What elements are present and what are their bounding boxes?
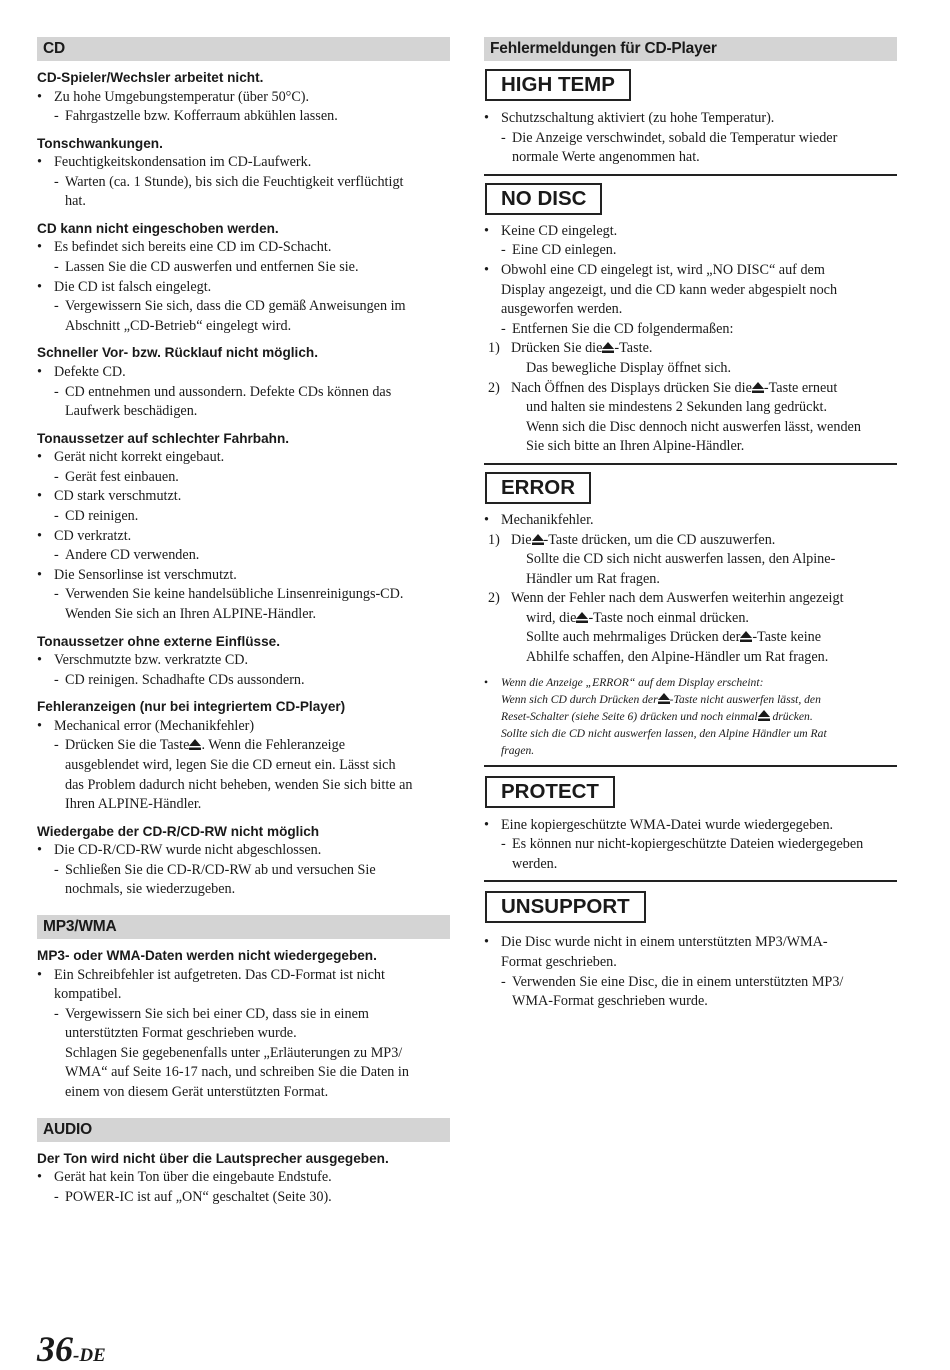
remedy-item — [37, 861, 450, 881]
bullet-item — [37, 448, 450, 468]
remedy-continuation — [37, 605, 450, 625]
remedy-continuation — [37, 880, 450, 900]
eject-icon — [576, 612, 588, 623]
step-number: 2) — [488, 590, 500, 607]
bullet-item — [37, 527, 450, 547]
bullet-text: Eine kopiergeschützte WMA-Datei wurde wiedergegeben. — [501, 816, 834, 833]
remedy-text: Fahrgastzelle bzw. Kofferraum abkühlen lassen. — [65, 108, 338, 125]
remedy-continuation — [37, 402, 450, 422]
bullet-item — [484, 511, 897, 531]
eject-icon — [658, 693, 670, 704]
error-list — [484, 511, 897, 668]
note-text: Wenn die Anzeige „ERROR“ auf dem Display erscheint: — [501, 675, 764, 689]
step-continuation — [484, 437, 897, 457]
remedy-text: Vergewissern Sie sich, dass die CD gemäß Anweisungen im — [65, 298, 406, 315]
remedy-continuation — [37, 1024, 450, 1044]
bullet-item — [37, 238, 450, 258]
problem-heading: CD kann nicht eingeschoben werden. — [37, 220, 279, 236]
remedy-text: Es können nur nicht-kopiergeschützte Dateien wiedergegeben — [512, 836, 864, 853]
left-column — [37, 37, 450, 1207]
eject-icon — [602, 342, 614, 353]
message-protect — [484, 776, 897, 883]
message-label-error: ERROR — [485, 472, 591, 504]
eject-icon — [532, 534, 544, 545]
step-number: 2) — [488, 379, 500, 396]
right-column — [484, 37, 897, 1012]
eject-icon — [740, 631, 752, 642]
bullet-item — [37, 651, 450, 671]
bullet-item — [484, 816, 897, 836]
numbered-step — [484, 531, 897, 551]
remedy-continuation — [37, 756, 450, 776]
section-title-error-messages: Fehlermeldungen für CD-Player — [484, 37, 897, 61]
continuation-text: Schlagen Sie gegebenenfalls unter „Erläuterungen zu MP3/ — [65, 1044, 403, 1061]
remedy-item — [37, 671, 450, 691]
text-after-icon: -Taste erneut — [763, 379, 838, 396]
step-continuation — [484, 359, 897, 379]
bullet-text: Mechanical error (Mechanikfehler) — [54, 717, 255, 734]
bullet-item — [37, 363, 450, 383]
continuation-text: nochmals, sie wiederzugeben. — [65, 881, 236, 898]
bullet-text: Defekte CD. — [54, 363, 126, 380]
remedy-text: Eine CD einlegen. — [512, 242, 617, 259]
remedy-continuation — [37, 1044, 450, 1064]
remedy-item — [37, 383, 450, 403]
remedy-item — [37, 546, 450, 566]
step-continuation — [484, 609, 897, 629]
continuation-text: Sie sich bitte an Ihren Alpine-Händler. — [526, 438, 745, 455]
bullet-item — [37, 88, 450, 108]
continuation-text: einem von diesem Gerät unterstützten Format. — [65, 1084, 329, 1101]
section-title-mp3wma: MP3/WMA — [37, 915, 450, 939]
note-line — [501, 674, 897, 691]
section-title-cd: CD — [37, 37, 450, 61]
bullet-item — [484, 261, 897, 281]
text-after-icon: -Taste nicht auswerfen lässt, den — [669, 692, 821, 706]
error-note — [484, 674, 897, 759]
continuation-text: werden. — [512, 855, 558, 872]
problem-heading: Der Ton wird nicht über die Lautsprecher ausgegeben. — [37, 1150, 389, 1166]
remedy-text: CD entnehmen und aussondern. Defekte CDs können das — [65, 383, 392, 400]
problem-heading: Schneller Vor- bzw. Rücklauf nicht möglich. — [37, 345, 318, 361]
problem-heading: Tonaussetzer auf schlechter Fahrbahn. — [37, 430, 290, 446]
continuation-text: unterstützten Format geschrieben wurde. — [65, 1025, 297, 1042]
remedy-item — [37, 258, 450, 278]
continuation-text: Laufwerk beschädigen. — [65, 403, 198, 420]
bullet-text: Keine CD eingelegt. — [501, 222, 618, 239]
bullet-text: Die Sensorlinse ist verschmutzt. — [54, 566, 237, 583]
bullet-text: Gerät nicht korrekt eingebaut. — [54, 449, 225, 466]
remedy-text: Warten (ca. 1 Stunde), bis sich die Feuchtigkeit verflüchtigt — [65, 173, 404, 190]
remedy-continuation — [484, 855, 897, 875]
continuation-text: kompatibel. — [54, 986, 122, 1003]
step-text: Nach Öffnen des Displays drücken Sie die — [511, 379, 752, 396]
remedy-text: Schließen Sie die CD-R/CD-RW ab und versuchen Sie — [65, 861, 376, 878]
remedy-item — [37, 297, 450, 317]
continuation-text: Abhilfe schaffen, den Alpine-Händler um Rat fragen. — [526, 649, 829, 666]
numbered-step — [484, 339, 897, 359]
continuation-text: und halten sie mindestens 2 Sekunden lang gedrückt. — [526, 399, 828, 416]
step-number: 1) — [488, 531, 500, 548]
remedy-text: Drücken Sie die Taste — [65, 737, 190, 754]
bullet-text: Die Disc wurde nicht in einem unterstützten MP3/WMA- — [501, 934, 828, 951]
italic-note — [484, 674, 897, 759]
eject-icon — [189, 739, 201, 750]
continuation-text: Das bewegliche Display öffnet sich. — [526, 359, 732, 376]
note-text: Wenn sich CD durch Drücken der — [501, 692, 658, 706]
remedy-continuation — [37, 1083, 450, 1103]
text-after-icon: -Taste noch einmal drücken. — [588, 609, 749, 626]
continuation-text: ausgeworfen werden. — [501, 301, 623, 318]
bullet-text: Es befindet sich bereits eine CD im CD-Schacht. — [54, 239, 332, 256]
step-continuation — [484, 648, 897, 668]
remedy-item — [37, 1005, 450, 1025]
step-text: Drücken Sie die — [511, 340, 603, 357]
problem-heading: CD-Spieler/Wechsler arbeitet nicht. — [37, 70, 264, 85]
bullet-item — [37, 566, 450, 586]
continuation-text: Wenden Sie sich an Ihren ALPINE-Händler. — [65, 605, 317, 622]
text-after-icon: . Wenn die Fehleranzeige — [201, 737, 346, 754]
no-disc-list — [484, 222, 897, 457]
bullet-item — [37, 278, 450, 298]
message-label-unsupport: UNSUPPORT — [485, 891, 646, 923]
text-after-icon: drücken. — [769, 709, 813, 723]
bullet-text: Schutzschaltung aktiviert (zu hohe Temperatur). — [501, 110, 775, 126]
numbered-step — [484, 589, 897, 609]
continuation-text: WMA-Format geschrieben wurde. — [512, 993, 708, 1010]
eject-icon — [758, 710, 770, 721]
message-label-no-disc: NO DISC — [485, 183, 602, 215]
remedy-continuation — [37, 795, 450, 815]
note-line — [501, 708, 897, 725]
step-text: Die — [511, 531, 532, 548]
eject-icon — [752, 382, 764, 393]
remedy-text: Andere CD verwenden. — [65, 547, 200, 564]
bullet-text: CD stark verschmutzt. — [54, 488, 182, 505]
text-after-icon: -Taste drücken, um die CD auszuwerfen. — [543, 531, 776, 548]
unsupport-list — [484, 933, 897, 1011]
message-no-disc — [484, 183, 897, 465]
message-label-high-temp: HIGH TEMP — [485, 69, 631, 101]
bullet-item — [484, 933, 897, 953]
continuation-text: Sollte auch mehrmaliges Drücken der — [526, 629, 741, 646]
section-title-audio: AUDIO — [37, 1118, 450, 1142]
text-after-icon: -Taste. — [614, 340, 653, 357]
note-text: fragen. — [501, 743, 535, 757]
note-line — [501, 742, 897, 759]
bullet-text: Obwohl eine CD eingelegt ist, wird „NO DISC“ auf dem — [501, 261, 825, 278]
bullet-item — [37, 841, 450, 861]
remedy-text: Entfernen Sie die CD folgendermaßen: — [512, 320, 734, 337]
bullet-item — [37, 153, 450, 173]
remedy-text: Verwenden Sie eine Disc, die in einem unterstützten MP3/ — [512, 973, 844, 990]
bullet-continuation — [484, 953, 897, 973]
remedy-continuation — [484, 992, 897, 1012]
step-number: 1) — [488, 340, 500, 357]
cd-troubleshooting-list — [37, 68, 450, 900]
page-language-suffix: -DE — [73, 1345, 106, 1366]
numbered-step — [484, 379, 897, 399]
continuation-text: Format geschrieben. — [501, 954, 617, 971]
continuation-text: Abschnitt „CD-Betrieb“ eingelegt wird. — [65, 317, 292, 334]
problem-heading: MP3- oder WMA-Daten werden nicht wiedergegeben. — [37, 948, 377, 963]
step-text: Wenn der Fehler nach dem Auswerfen weiterhin angezeigt — [511, 590, 844, 607]
protect-list — [484, 816, 897, 875]
bullet-text: Die CD ist falsch eingelegt. — [54, 278, 212, 295]
bullet-item — [37, 717, 450, 737]
remedy-item — [37, 507, 450, 527]
continuation-text: das Problem dadurch nicht beheben, wenden Sie sich bitte an — [65, 776, 413, 793]
divider — [484, 765, 897, 767]
remedy-continuation — [37, 776, 450, 796]
problem-heading: Tonaussetzer ohne externe Einflüsse. — [37, 633, 280, 649]
remedy-continuation — [484, 148, 897, 168]
remedy-item — [37, 107, 450, 127]
bullet-continuation — [37, 985, 450, 1005]
remedy-item — [484, 835, 897, 855]
bullet-text: Verschmutzte bzw. verkratzte CD. — [54, 652, 249, 669]
bullet-item — [37, 966, 450, 986]
divider — [484, 463, 897, 465]
bullet-item — [37, 1168, 450, 1188]
text-after-icon: -Taste keine — [752, 629, 822, 646]
step-continuation — [484, 550, 897, 570]
remedy-text: Die Anzeige verschwindet, sobald die Temperatur wieder — [512, 129, 838, 146]
message-high-temp — [484, 69, 897, 176]
remedy-text: Lassen Sie die CD auswerfen und entfernen Sie sie. — [65, 259, 359, 276]
message-label-protect: PROTECT — [485, 776, 615, 808]
message-unsupport — [484, 891, 897, 1011]
audio-troubleshooting-list — [37, 1149, 450, 1208]
remedy-text: Vergewissern Sie sich bei einer CD, dass sie in einem — [65, 1005, 369, 1022]
remedy-item — [37, 1188, 450, 1208]
continuation-text: normale Werte angenommen hat. — [512, 149, 700, 166]
step-continuation — [484, 418, 897, 438]
mp3-troubleshooting-list — [37, 946, 450, 1103]
continuation-text: Händler um Rat fragen. — [526, 570, 660, 587]
divider — [484, 880, 897, 882]
bullet-continuation — [484, 281, 897, 301]
remedy-continuation — [37, 317, 450, 337]
bullet-text: Feuchtigkeitskondensation im CD-Laufwerk. — [54, 154, 312, 171]
step-continuation — [484, 628, 897, 648]
step-continuation — [484, 570, 897, 590]
continuation-text: WMA“ auf Seite 16-17 nach, und schreiben Sie die Daten in — [65, 1064, 409, 1081]
remedy-continuation — [37, 192, 450, 212]
continuation-text: hat. — [65, 193, 86, 210]
remedy-item — [484, 320, 897, 340]
remedy-text: Gerät fest einbauen. — [65, 468, 179, 485]
problem-heading: Fehleranzeigen (nur bei integriertem CD-Player) — [37, 699, 346, 715]
bullet-text: Die CD-R/CD-RW wurde nicht abgeschlossen. — [54, 842, 322, 859]
continuation-text: wird, die — [526, 609, 577, 626]
bullet-text: CD verkratzt. — [54, 527, 132, 544]
note-text: Sollte sich die CD nicht auswerfen lassen, den Alpine Händler um Rat — [501, 726, 827, 740]
bullet-item — [37, 487, 450, 507]
continuation-text: Sollte die CD sich nicht auswerfen lassen, den Alpine- — [526, 551, 836, 568]
continuation-text: Ihren ALPINE-Händler. — [65, 796, 202, 813]
continuation-text: ausgeblendet wird, legen Sie die CD erneut ein. Lässt sich — [65, 756, 396, 773]
note-text: Reset-Schalter (siehe Seite 6) drücken und noch einmal — [501, 709, 758, 723]
note-line — [501, 691, 897, 708]
remedy-item — [484, 129, 897, 149]
remedy-text: POWER-IC ist auf „ON“ geschaltet (Seite 30). — [65, 1188, 332, 1205]
continuation-text: Display angezeigt, und die CD kann weder abgespielt noch — [501, 281, 838, 298]
remedy-text: CD reinigen. Schadhafte CDs aussondern. — [65, 671, 305, 688]
remedy-text: CD reinigen. — [65, 508, 139, 524]
bullet-continuation — [484, 300, 897, 320]
bullet-item — [484, 222, 897, 242]
bullet-text: Ein Schreibfehler ist aufgetreten. Das CD-Format ist nicht — [54, 966, 385, 983]
problem-heading: Wiedergabe der CD-R/CD-RW nicht möglich — [37, 823, 320, 839]
remedy-item — [37, 173, 450, 193]
page-number-value: 36 — [37, 1329, 73, 1369]
remedy-item — [37, 585, 450, 605]
problem-heading: Tonschwankungen. — [37, 135, 163, 151]
page-number — [37, 1328, 106, 1370]
remedy-item — [484, 241, 897, 261]
remedy-text: Verwenden Sie keine handelsübliche Linsenreinigungs-CD. — [65, 586, 404, 603]
step-continuation — [484, 398, 897, 418]
bullet-text: Mechanikfehler. — [501, 511, 594, 528]
remedy-item — [37, 736, 450, 756]
remedy-item — [484, 973, 897, 993]
remedy-item — [37, 468, 450, 488]
bullet-text: Gerät hat kein Ton über die eingebaute Endstufe. — [54, 1169, 332, 1186]
divider — [484, 174, 897, 176]
bullet-text: Zu hohe Umgebungstemperatur (über 50°C). — [54, 88, 310, 105]
continuation-text: Wenn sich die Disc dennoch nicht auswerfen lässt, wenden — [526, 418, 861, 435]
bullet-item — [484, 109, 897, 129]
message-error — [484, 472, 897, 767]
note-line — [501, 725, 897, 742]
high-temp-list — [484, 109, 897, 168]
remedy-continuation — [37, 1063, 450, 1083]
